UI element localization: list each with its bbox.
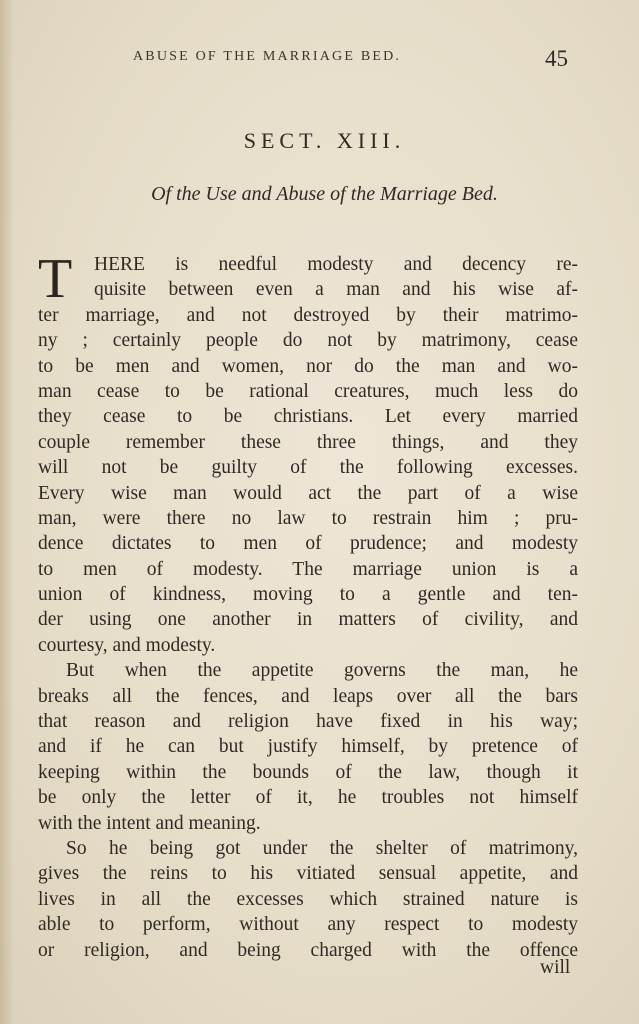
text-line: and if he can but justify himself, by pretence of xyxy=(38,736,578,758)
text-line: to be men and women, nor do the man and wo- xyxy=(38,355,578,377)
text-line: So he being got under the shelter of matrimony, xyxy=(66,837,578,859)
text-line: able to perform, without any respect to modesty xyxy=(38,914,578,936)
text-line: Every wise man would act the part of a wise xyxy=(38,482,578,504)
text-line: they cease to be christians. Let every married xyxy=(38,406,578,428)
text-line: quisite between even a man and his wise af- xyxy=(94,279,578,301)
section-subtitle: Of the Use and Abuse of the Marriage Bed. xyxy=(151,183,498,205)
text-line: breaks all the fences, and leaps over all the bars xyxy=(38,685,578,707)
text-line: ny ; certainly people do not by matrimony, cease xyxy=(38,330,578,352)
text-line: couple remember these three things, and they xyxy=(38,431,578,453)
text-line: lives in all the excesses which strained nature is xyxy=(38,888,578,910)
page-number: 45 xyxy=(545,46,568,71)
text-line: to men of modesty. The marriage union is a xyxy=(38,558,578,580)
text-line: man, were there no law to restrain him ; pru- xyxy=(38,507,578,529)
text-line: ter marriage, and not destroyed by their matrimo- xyxy=(38,304,578,326)
text-line: der using one another in matters of civility, and xyxy=(38,609,578,631)
drop-cap: T xyxy=(38,248,73,310)
text-line: union of kindness, moving to a gentle and ten- xyxy=(38,584,578,606)
text-line: man cease to be rational creatures, much less do xyxy=(38,380,578,402)
text-line: HERE is needful modesty and decency re- xyxy=(94,254,578,275)
catchword: will xyxy=(540,957,571,978)
text-line: But when the appetite governs the man, he xyxy=(66,660,578,682)
text-line: courtesy, and modesty. xyxy=(38,634,216,656)
text-line: that reason and religion have fixed in his way; xyxy=(38,711,578,733)
body-text xyxy=(38,248,578,963)
section-title: SECT. XIII. xyxy=(243,128,406,153)
running-head: ABUSE OF THE MARRIAGE BED. xyxy=(133,49,402,64)
text-line: will not be guilty of the following excesses. xyxy=(38,457,578,479)
text-line: gives the reins to his vitiated sensual appetite, and xyxy=(38,863,578,885)
text-line: keeping within the bounds of the law, though it xyxy=(38,761,578,783)
text-line: with the intent and meaning. xyxy=(38,812,261,834)
text-line: dence dictates to men of prudence; and modesty xyxy=(38,533,578,555)
text-line: or religion, and being charged with the offence xyxy=(38,939,578,961)
text-line: be only the letter of it, he troubles not himself xyxy=(38,787,578,809)
